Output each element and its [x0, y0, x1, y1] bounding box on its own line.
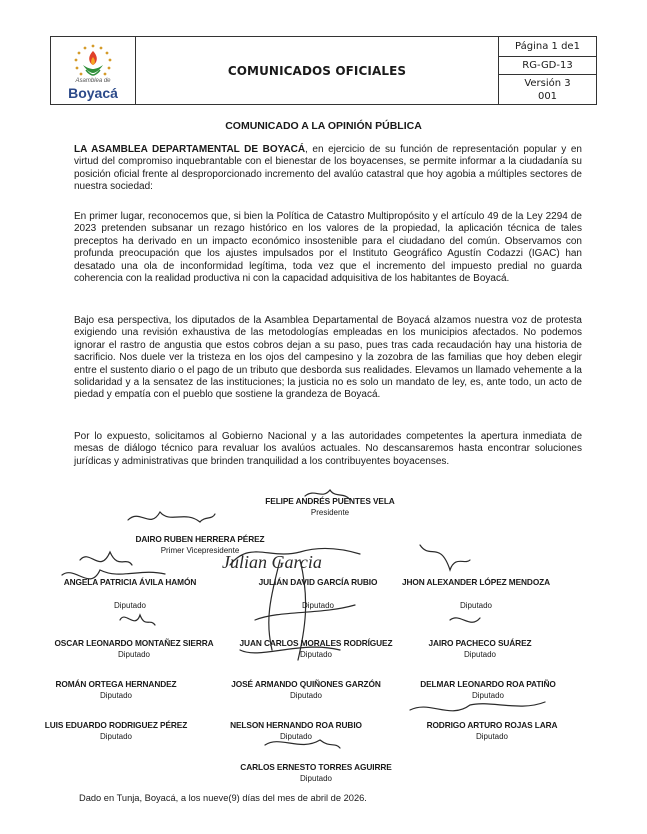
signatory-name: FELIPE ANDRÉS PUENTES VELA: [265, 496, 395, 506]
header-title: COMUNICADOS OFICIALES: [227, 63, 407, 78]
signature-block: [16, 679, 216, 700]
version-block: [499, 75, 596, 104]
signatory-name: CARLOS ERNESTO TORRES AGUIRRE: [240, 762, 392, 772]
paragraph-2: En primer lugar, reconocemos que, si bien la Política de Catastro Multipropósito y el artículo 49 de la Ley 2294 de 2023 pretenden subsanar un rezago histórico en los valores de la propiedad, la aplicación técnica de tales preceptos ha derivado en un impacto económico insostenible para el ciudadano del común. Observamos con profunda preocupación que los ajustes impulsados por el Instituto Geográfico Agustín Codazzi (IGAC) han desatado una ola de inconformidad legítima, toda vez que el incremento del impuesto predial no guarda coherencia con la realidad productiva ni con la capacidad adquisitiva de los habitantes de Boyacá.: [74, 211, 582, 285]
signatory-role: Diputado: [113, 601, 147, 610]
signature-block: [388, 679, 588, 700]
signatory-name: OSCAR LEONARDO MONTAÑEZ SIERRA: [54, 638, 214, 648]
signatory-name: NELSON HERNANDO ROA RUBIO: [230, 720, 362, 730]
signature-block: [392, 720, 592, 741]
document-header: [50, 36, 597, 105]
paragraph-1-text: , en ejercicio de su función de representación popular y en virtud del compromiso inquebrantable con el bienestar de los boyacenses, se permite informar a la ciudadanía su posición oficial frente al desproporcionado incremento del avalúo catastral que hoy agobia a múltiples sectores de nuestra sociedad:: [74, 144, 582, 193]
signatory-name: JAIRO PACHECO SUÁREZ: [428, 638, 532, 648]
paragraph-4: Por lo expuesto, solicitamos al Gobierno Nacional y a las autoridades competentes la apertura inmediata de mesas de diálogo técnico para revaluar los avalúos actuales. No descansaremos hasta encontrar soluciones jurídicas y administrativas que brinden tranquilidad a los contribuyentes boyacenses.: [74, 431, 582, 467]
logo-cell: [51, 37, 136, 104]
signatory-name: ANGELA PATRICIA ÁVILA HAMÓN: [63, 577, 197, 587]
assembly-name: LA ASAMBLEA DEPARTAMENTAL DE BOYACÁ: [74, 144, 306, 155]
signatory-role: Diputado: [463, 650, 497, 659]
signature-block: [206, 679, 406, 700]
version-number: 001: [537, 91, 558, 102]
signature-block: [30, 577, 230, 610]
document-code: RG-GD-13: [499, 57, 596, 75]
signatory-name: JUAN CARLOS MORALES RODRÍGUEZ: [239, 638, 393, 648]
signatory-role: Diputado: [299, 774, 333, 783]
signatory-name: JHON ALEXANDER LÓPEZ MENDOZA: [401, 577, 551, 587]
communique-title: COMUNICADO A LA OPINIÓN PÚBLICA: [225, 120, 422, 132]
signature-block: [196, 720, 396, 741]
signatory-role: Diputado: [475, 732, 509, 741]
paragraph-1: [74, 144, 582, 194]
signatory-role: Diputado: [99, 732, 133, 741]
signatory-name: JULIÁN DAVID GARCÍA RUBIO: [258, 577, 378, 587]
svg-text:Julian Garcia: Julian Garcia: [222, 552, 322, 572]
signature-block: [376, 577, 576, 610]
signatory-role: Primer Vicepresidente: [160, 546, 240, 555]
signatory-role: Diputado: [289, 691, 323, 700]
signatory-name: RODRIGO ARTURO ROJAS LARA: [426, 720, 558, 730]
signatory-name: JOSÉ ARMANDO QUIÑONES GARZÓN: [231, 679, 381, 689]
signatory-role: Presidente: [310, 508, 350, 517]
signature-block: [34, 638, 234, 659]
signatory-role: Diputado: [299, 650, 333, 659]
signatory-role: Diputado: [459, 601, 493, 610]
signature-block: [100, 534, 300, 555]
signature-block: [380, 638, 580, 659]
signatory-role: Diputado: [279, 732, 313, 741]
signatory-role: Diputado: [471, 691, 505, 700]
issue-date: Dado en Tunja, Boyacá, a los nueve(9) días del mes de abril de 2026.: [79, 793, 367, 803]
signatory-name: DAIRO RUBEN HERRERA PÉREZ: [135, 534, 265, 544]
signatory-name: DELMAR LEONARDO ROA PATIÑO: [420, 679, 556, 689]
version-label: Versión 3: [524, 78, 571, 89]
signatory-role: Diputado: [301, 601, 335, 610]
logo-subtext: Asamblea de: [75, 78, 111, 84]
header-meta: [498, 37, 596, 104]
signature-block: [230, 496, 430, 517]
page-number: Página 1 de1: [499, 37, 596, 57]
signatory-role: Diputado: [99, 691, 133, 700]
logo-text: Boyacá: [68, 85, 118, 101]
signatory-name: ROMÁN ORTEGA HERNANDEZ: [55, 679, 177, 689]
signature-block: [216, 762, 416, 783]
signature-block: [16, 720, 216, 741]
signatory-name: LUIS EDUARDO RODRIGUEZ PÉREZ: [44, 720, 188, 730]
signatory-role: Diputado: [117, 650, 151, 659]
paragraph-3: Bajo esa perspectiva, los diputados de la Asamblea Departamental de Boyacá alzamos nuestra voz de protesta exigiendo una revisión exhaustiva de las metodologías empleadas en los municipios afectados. No podemos ignorar el rastro de angustia que estos cobros dejan a su paso, pues tras cada recaudación hay una historia de sacrificio. Nos duele ver la tristeza en los ojos del campesino y la zozobra de las familias que hoy deben elegir entre el sustento diario o el pago de un tributo que desborda sus realidades. Elevamos un llamado vehemente a la solidaridad y a la sensatez de las instituciones; la justicia no es solo un mandato de ley, es, ante todo, un acto de piedad y empatía con el pueblo que sostiene la grandeza de Boyacá.: [74, 315, 582, 401]
